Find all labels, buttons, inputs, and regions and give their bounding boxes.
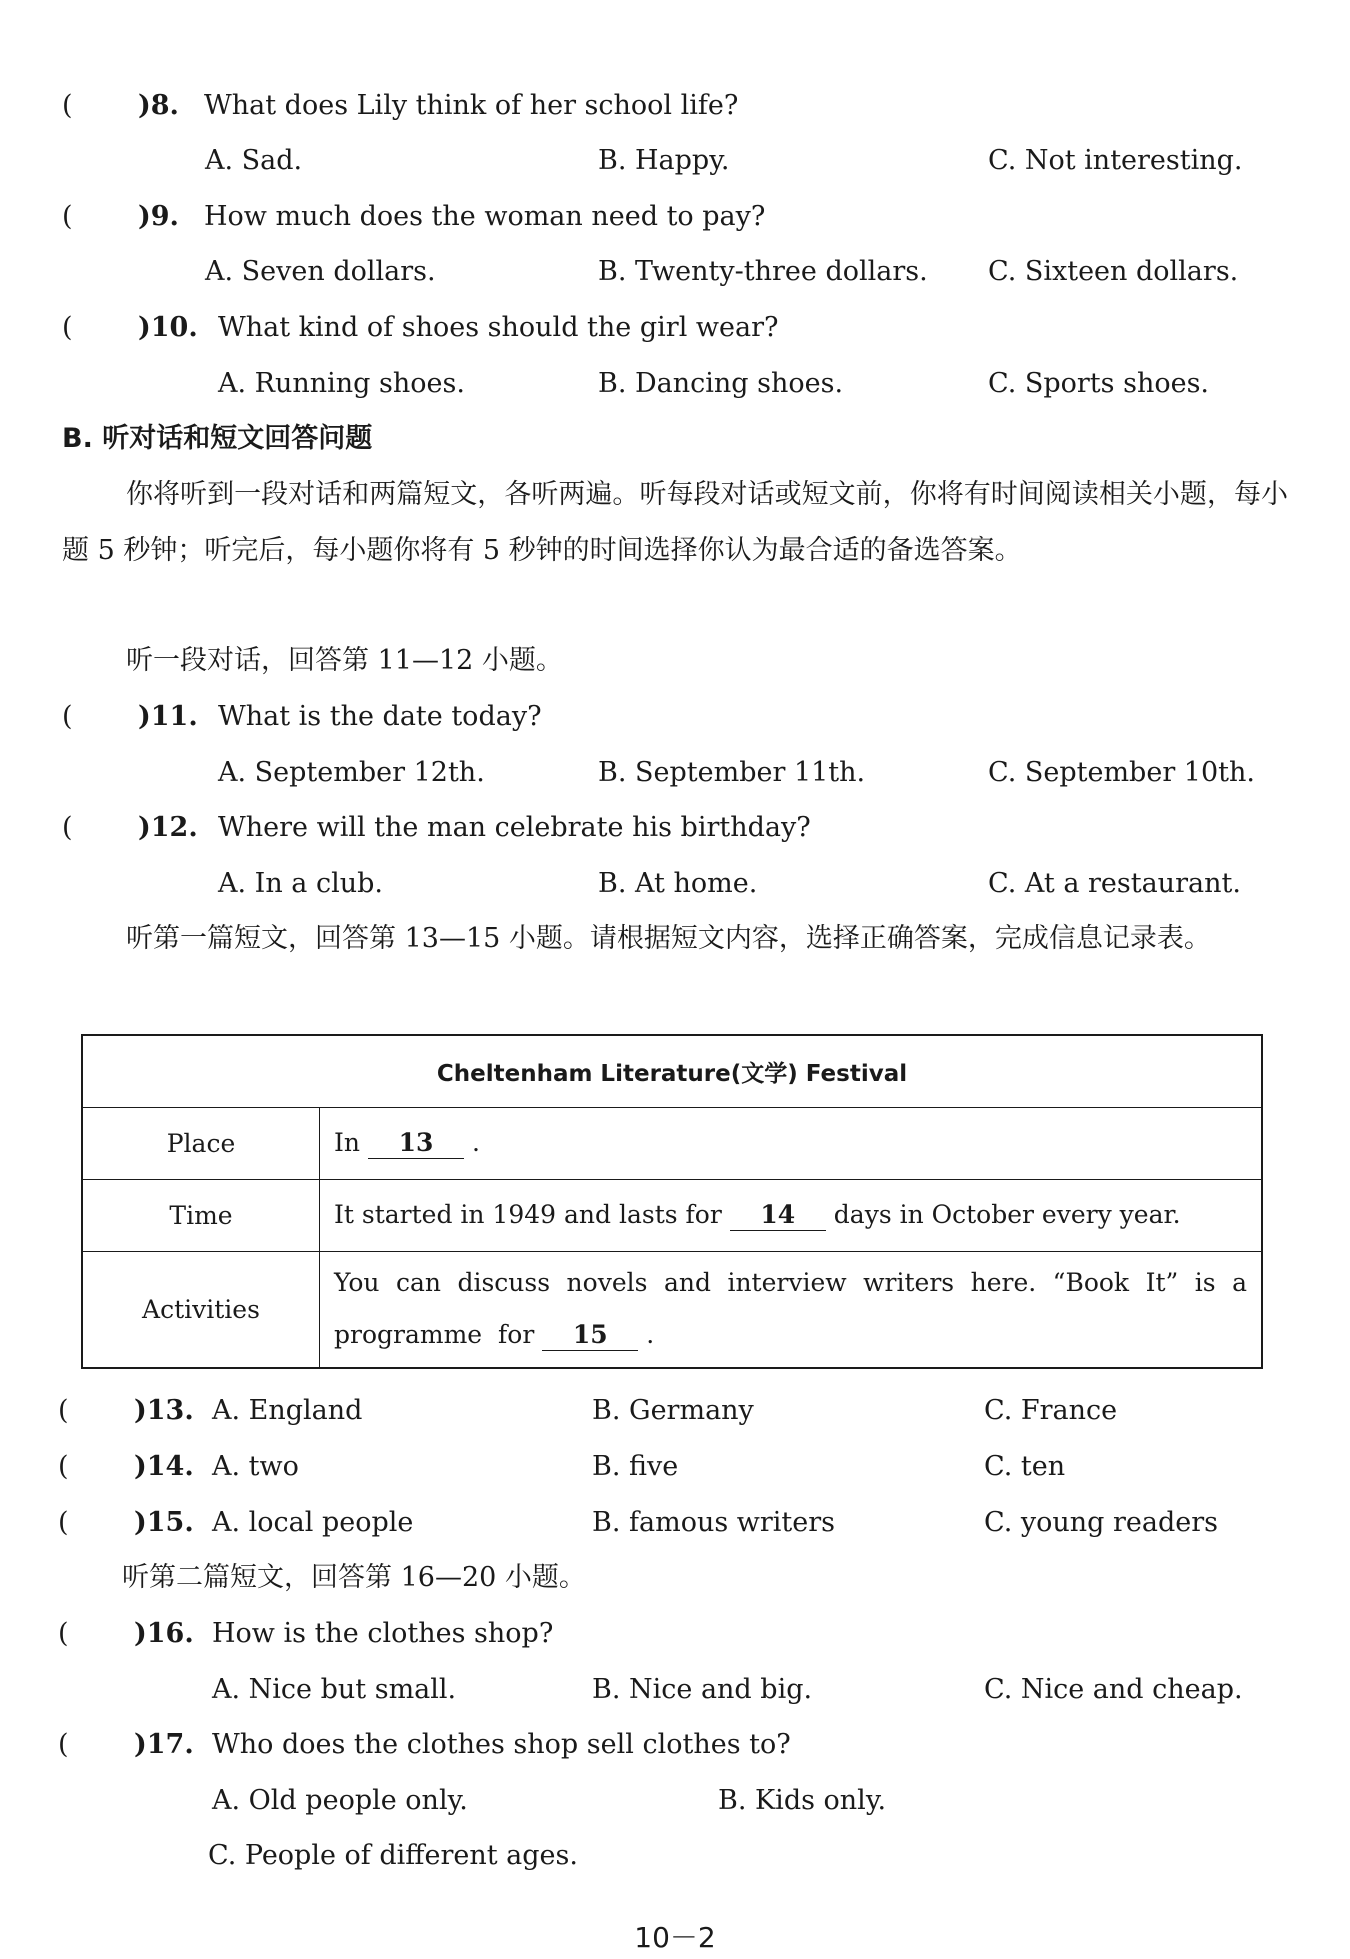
option-b: B. five: [592, 1451, 679, 1482]
question-12: [0, 800, 1350, 856]
options-10: [0, 356, 1350, 412]
question-11: [0, 689, 1350, 745]
question-number: )12.: [138, 812, 198, 843]
question-text: What does Lily think of her school life?: [204, 90, 739, 121]
question-number: )14.: [134, 1451, 194, 1482]
answer-bracket[interactable]: (: [58, 1451, 69, 1482]
options-12: [0, 856, 1350, 912]
option-a: A. England: [212, 1395, 363, 1426]
option-b: B. Twenty-three dollars.: [598, 256, 928, 287]
activities-label: Activities: [82, 1252, 320, 1368]
answer-bracket[interactable]: (: [62, 812, 73, 843]
option-b: B. Happy.: [598, 145, 730, 176]
options-16: [0, 1662, 1350, 1718]
options-17-continued: [0, 1828, 1350, 1884]
options-9: [0, 244, 1350, 300]
question-number: )13.: [134, 1395, 194, 1426]
question-17: [0, 1717, 1350, 1773]
place-prefix: In: [334, 1128, 360, 1157]
section-b-instructions: 你将听到一段对话和两篇短文，各听两遍。听每段对话或短文前，你将有时间阅读相关小题，每小题 5 秒钟；听完后，每小题你将有 5 秒钟的时间选择你认为最合适的备选答案。: [62, 479, 1288, 566]
option-b: B. Kids only.: [718, 1785, 887, 1816]
question-number: )15.: [134, 1507, 194, 1538]
option-b: B. Germany: [592, 1395, 754, 1426]
passage1-intro: 听第一篇短文，回答第 13—15 小题。请根据短文内容，选择正确答案，完成信息记录表。: [126, 923, 1211, 954]
table-row-activities: [82, 1252, 1262, 1368]
option-a: A. Old people only.: [212, 1785, 468, 1816]
question-number: )17.: [134, 1729, 194, 1760]
dialogue-intro: 听一段对话，回答第 11—12 小题。: [126, 645, 563, 676]
option-c: C. Not interesting.: [988, 145, 1243, 176]
question-number: )11.: [138, 701, 198, 732]
place-suffix: .: [471, 1128, 480, 1157]
question-16: [0, 1606, 1350, 1662]
question-number: )10.: [138, 312, 198, 343]
options-17: [0, 1773, 1350, 1829]
option-b: B. September 11th.: [598, 757, 866, 788]
option-c: C. Sports shoes.: [988, 368, 1210, 399]
options-8: [0, 133, 1350, 189]
section-b-heading: B. 听对话和短文回答问题: [62, 423, 373, 454]
option-c: C. September 10th.: [988, 757, 1255, 788]
option-a: A. Running shoes.: [218, 368, 465, 399]
table-row-time: [82, 1180, 1262, 1252]
time-suffix: days in October every year.: [833, 1200, 1181, 1229]
time-label: Time: [82, 1180, 320, 1252]
option-b: B. Dancing shoes.: [598, 368, 844, 399]
option-b: B. Nice and big.: [592, 1674, 813, 1705]
question-text: What kind of shoes should the girl wear?: [218, 312, 779, 343]
option-a: A. In a club.: [218, 868, 383, 899]
answer-bracket[interactable]: (: [58, 1395, 69, 1426]
table-title: Cheltenham Literature(文学) Festival: [82, 1035, 1262, 1108]
option-b: B. At home.: [598, 868, 758, 899]
option-c: C. young readers: [984, 1507, 1219, 1538]
answer-bracket[interactable]: (: [58, 1618, 69, 1649]
place-value: [320, 1108, 1263, 1180]
activities-prefix: You can discuss novels and interview writers here. “Book It” is a programme for: [334, 1268, 1247, 1350]
option-c: C. People of different ages.: [208, 1840, 578, 1871]
question-10: [0, 300, 1350, 356]
table-row-place: [82, 1108, 1262, 1180]
activities-value: [320, 1252, 1263, 1368]
blank-14[interactable]: 14: [730, 1200, 826, 1231]
question-14: [0, 1439, 1350, 1495]
question-9: [0, 189, 1350, 245]
answer-bracket[interactable]: (: [58, 1507, 69, 1538]
answer-bracket[interactable]: (: [62, 701, 73, 732]
option-a: A. September 12th.: [218, 757, 485, 788]
option-a: A. Seven dollars.: [205, 256, 436, 287]
blank-13[interactable]: 13: [368, 1128, 464, 1159]
option-a: A. two: [212, 1451, 299, 1482]
option-c: C. Nice and cheap.: [984, 1674, 1243, 1705]
option-a: A. local people: [212, 1507, 414, 1538]
option-a: A. Sad.: [205, 145, 303, 176]
answer-bracket[interactable]: (: [62, 312, 73, 343]
answer-bracket[interactable]: (: [58, 1729, 69, 1760]
answer-bracket[interactable]: (: [62, 201, 73, 232]
option-c: C. At a restaurant.: [988, 868, 1241, 899]
place-label: Place: [82, 1108, 320, 1180]
question-number: )9.: [138, 201, 179, 232]
page-number: 10－2: [634, 1921, 716, 1954]
time-value: [320, 1180, 1263, 1252]
question-text: Who does the clothes shop sell clothes to?: [212, 1729, 791, 1760]
question-text: How much does the woman need to pay?: [204, 201, 766, 232]
question-text: Where will the man celebrate his birthday?: [218, 812, 811, 843]
option-c: C. Sixteen dollars.: [988, 256, 1239, 287]
passage2-intro: 听第二篇短文，回答第 16—20 小题。: [122, 1562, 586, 1593]
option-c: C. ten: [984, 1451, 1066, 1482]
question-number: )16.: [134, 1618, 194, 1649]
option-a: A. Nice but small.: [212, 1674, 457, 1705]
answer-bracket[interactable]: (: [62, 90, 73, 121]
question-number: )8.: [138, 90, 179, 121]
festival-info-table: [81, 1034, 1263, 1369]
blank-15[interactable]: 15: [542, 1320, 638, 1351]
question-text: What is the date today?: [218, 701, 542, 732]
options-11: [0, 745, 1350, 801]
question-8: [0, 78, 1350, 134]
question-13: [0, 1383, 1350, 1439]
activities-suffix: .: [646, 1320, 655, 1350]
question-15: [0, 1495, 1350, 1551]
option-c: C. France: [984, 1395, 1118, 1426]
question-text: How is the clothes shop?: [212, 1618, 554, 1649]
time-prefix: It started in 1949 and lasts for: [334, 1200, 722, 1229]
option-b: B. famous writers: [592, 1507, 836, 1538]
